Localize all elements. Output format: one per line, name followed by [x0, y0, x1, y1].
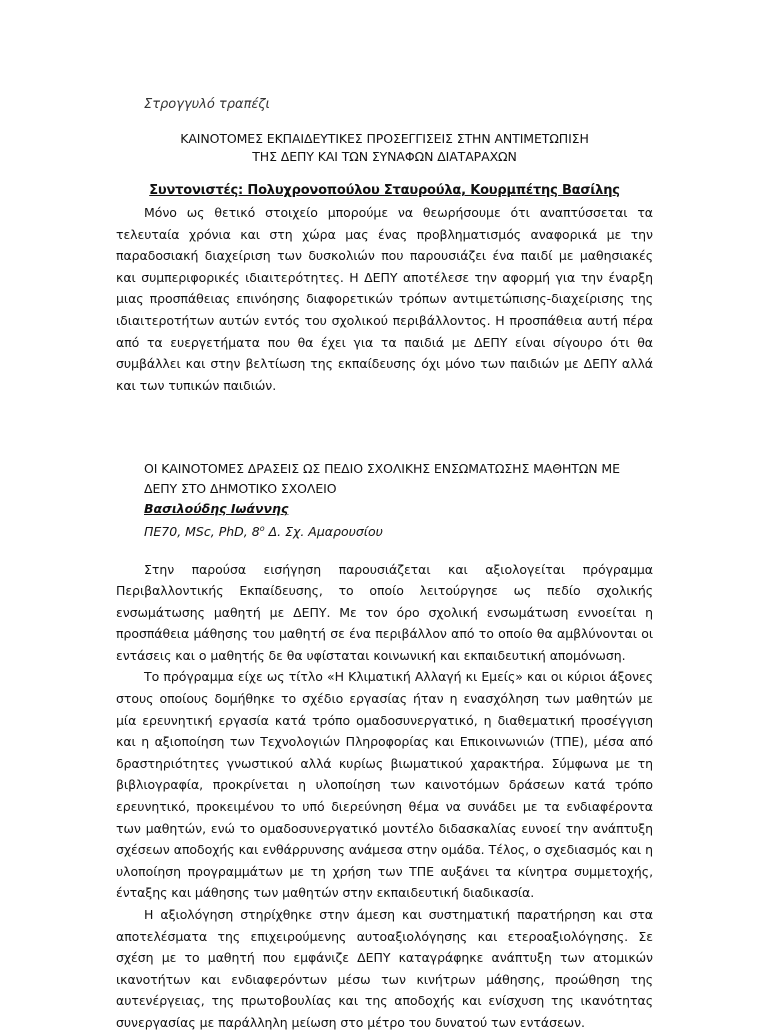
abstract-body	[116, 559, 653, 1034]
affiliation-prefix: ΠΕ70, MSc, PhD, 8	[144, 524, 260, 540]
round-table-title	[116, 130, 653, 166]
round-table-title-line2: ΤΗΣ ΔΕΠΥ ΚΑΙ ΤΩΝ ΣΥΝΑΦΩΝ ΔΙΑΤΑΡΑΧΩΝ	[252, 149, 517, 164]
abstract-title-line1: ΟΙ ΚΑΙΝΟΤΟΜΕΣ ΔΡΑΣΕΙΣ ΩΣ ΠΕΔΙΟ ΣΧΟΛΙΚΗΣ ΕΝΣΩΜΑΤΩΣΗΣ ΜΑΘΗΤΩΝ ΜΕ	[144, 461, 620, 477]
page-content	[116, 96, 653, 1034]
coordinators: Συντονιστές: Πολυχρονοπούλου Σταυρούλα, Κουρμπέτης Βασίλης	[149, 183, 620, 198]
affiliation-superscript: ο	[259, 524, 265, 534]
intro-section	[116, 202, 653, 396]
affiliation-suffix: Δ. Σχ. Αμαρουσίου	[264, 524, 383, 540]
abstract-paragraph: Η αξιολόγηση στηρίχθηκε στην άμεση και συστηματική παρατήρηση και στα αποτελέσματα της επιχειρούμενης αυτοαξιολόγησης και ετεροαξιολόγησης. Σε σχέση με το μαθητή που εμφάνιζε ΔΕΠΥ καταγράφηκε ανάπτυξη των ατομικών ικανοτήτων και ενδιαφερόντων μέσω των κινήτρων μάθησης, προώθηση της αυτενέργειας, της πρωτοβουλίας και της αποδοχής και ενίσχυση της ικανότητας συνεργασίας με παράλληλη μείωση στο μέτρο του δυνατού των εντάσεων.	[116, 907, 653, 1030]
section-label: Στρογγυλό τραπέζι	[144, 97, 270, 112]
abstract-header	[116, 459, 653, 542]
abstract-paragraph: Το πρόγραμμα είχε ως τίτλο «Η Κλιματική Αλλαγή κι Εμείς» και οι κύριοι άξονες στους οποίους δομήθηκε το σχέδιο εργασίας ήταν η ενασχόληση των μαθητών με μία ερευνητική εργασία κατά τρόπο ομαδοσυνεργατικό, η διαθεματική προσέγγιση και η αξιοποίηση των Τεχνολογιών Πληροφορίας και Επικοινωνιών (ΤΠΕ), μέσα από δραστηριότητες γνωστικού αλλά κυρίως βιωματικού χαρακτήρα. Σύμφωνα με τη βιβλιογραφία, προκρίνεται η υλοποίηση των καινοτόμων δράσεων κατά τρόπο ερευνητικό, προκειμένου το υπό διερεύνηση θέμα να συνάδει με τα ενδιαφέροντα των μαθητών, ενώ το ομαδοσυνεργατικό μοντέλο διδασκαλίας ευνοεί την ανάπτυξη σχέσεων αποδοχής και ενθάρρυνσης ανάμεσα στην ομάδα. Τέλος, ο σχεδιασμός και η υλοποίηση προγραμμάτων με τη χρήση των ΤΠΕ αυξάνει τα κίνητρα συμμετοχής, ένταξης και μάθησης των μαθητών στην εκπαιδευτική διαδικασία.	[116, 669, 653, 901]
abstract-title-line2: ΔΕΠΥ ΣΤΟ ΔΗΜΟΤΙΚΟ ΣΧΟΛΕΙΟ	[144, 481, 337, 497]
abstract-affiliation	[144, 519, 653, 542]
abstract-paragraph: Στην παρούσα εισήγηση παρουσιάζεται και αξιολογείται πρόγραμμα Περιβαλλοντικής Εκπαίδευσης, το οποίο λειτούργησε ως πεδίο σχολικής ενσωμάτωσης μαθητή με ΔΕΠΥ. Με τον όρο σχολική ενσωμάτωση εννοείται η προσπάθεια μάθησης του μαθητή σε ένα περιβάλλον από το οποίο θα αμβλύνονται οι εντάσεις και ο μαθητής δε θα υφίσταται κοινωνική και εκπαιδευτική απομόνωση.	[116, 561, 653, 663]
abstract-author: Βασιλούδης Ιωάννης	[144, 501, 289, 517]
intro-paragraph: Μόνο ως θετικό στοιχείο μπορούμε να θεωρήσουμε ότι αναπτύσσεται τα τελευταία χρόνια και στη χώρα μας ένας προβληματισμός αναφορικά με την παραδοσιακή διαχείριση των δυσκολιών που παρουσιάζει ένα παιδί με μαθησιακές και συμπεριφορικές ιδιαιτερότητες. Η ΔΕΠΥ αποτέλεσε την αφορμή για την έναρξη μιας προσπάθειας επινόησης διαφορετικών τρόπων αντιμετώπισης-διαχείρισης της ιδιαιτεροτήτων αυτών εντός του σχολικού περιβάλλοντος. Η προσπάθεια αυτή πέρα από τα ευεργετήματα που θα έχει για τα παιδιά με ΔΕΠΥ είναι σίγουρο ότι θα συμβάλλει και στην βελτίωση της εκπαίδευσης όχι μόνο των παιδιών με ΔΕΠΥ αλλά και των τυπικών παιδιών.	[116, 205, 653, 393]
round-table-title-line1: ΚΑΙΝΟΤΟΜΕΣ ΕΚΠΑΙΔΕΥΤΙΚΕΣ ΠΡΟΣΕΓΓΙΣΕΙΣ ΣΤΗΝ ΑΝΤΙΜΕΤΩΠΙΣΗ	[180, 131, 589, 146]
